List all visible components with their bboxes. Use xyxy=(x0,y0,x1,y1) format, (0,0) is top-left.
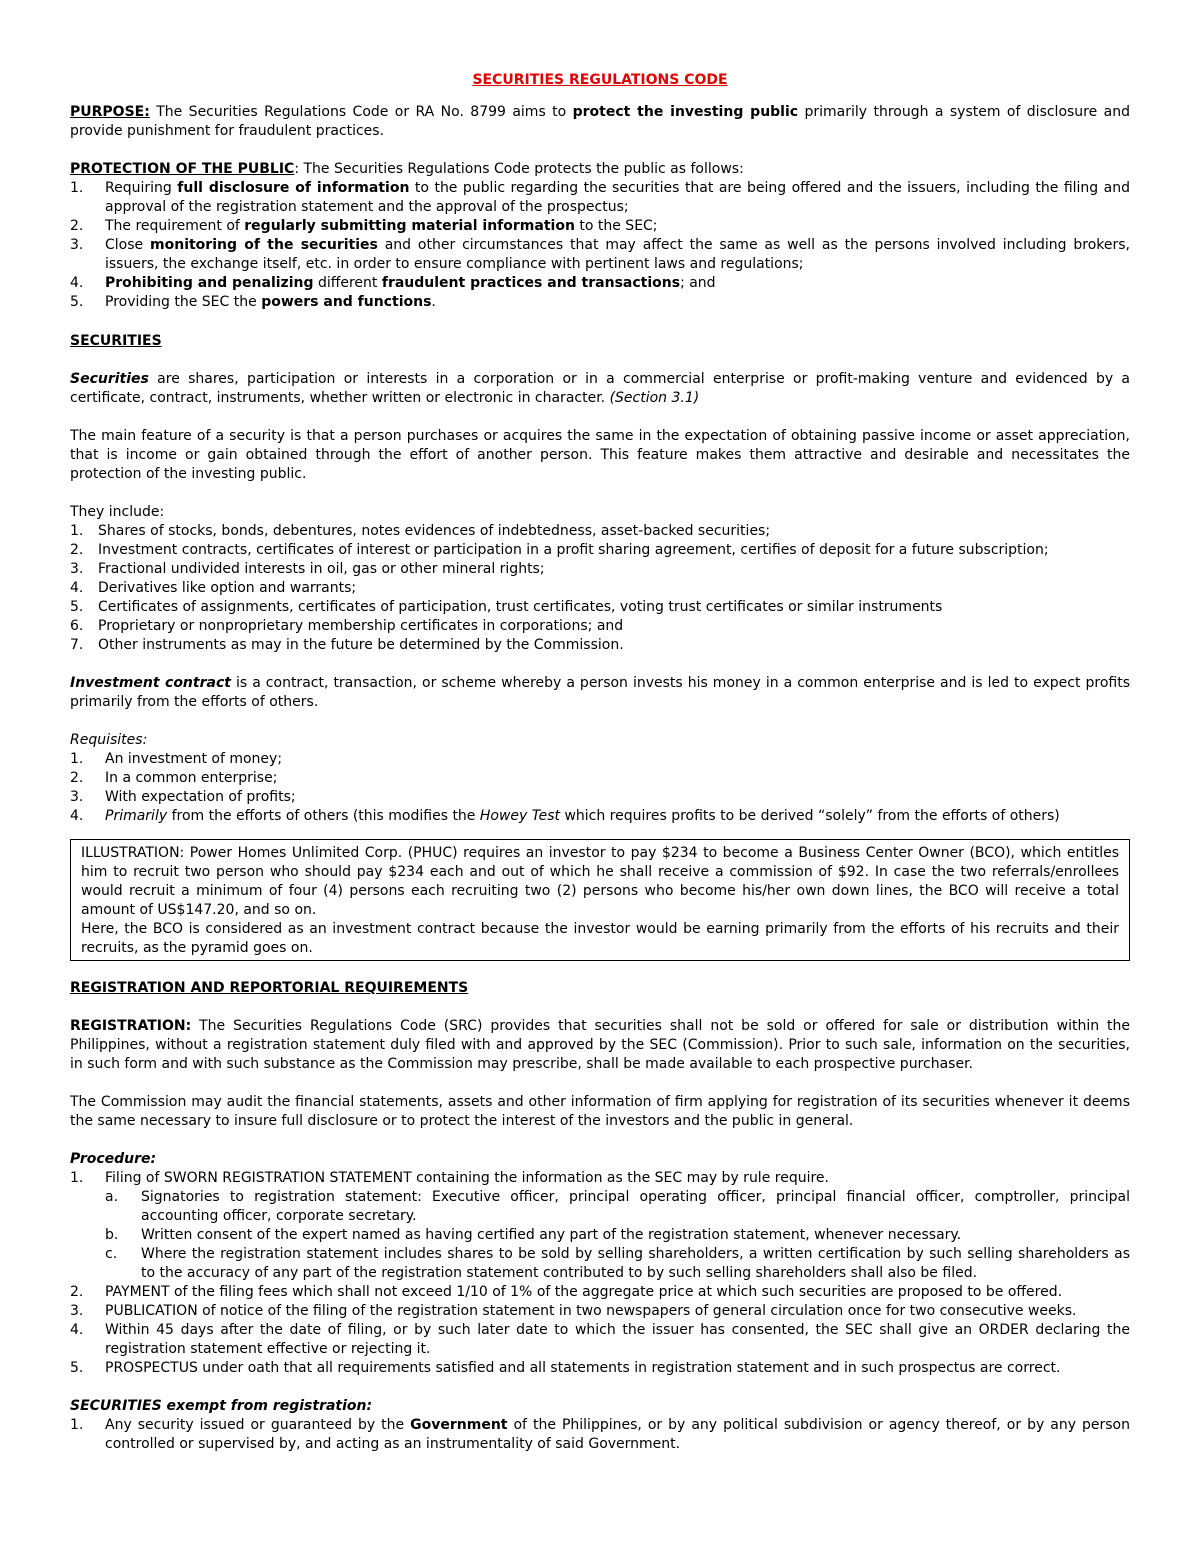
list-item: 1. Filing of SWORN REGISTRATION STATEMENT containing the information as the SEC may by rule require. a. Signatories to registration statement: Executive officer, principal operating officer, principal financial officer, comptroller, principal accounting officer, corporate secretary. b. Written consent of the expert named as having certified any part of the registration statement, whenever necessary. c. Where the registration statement includes shares to be sold by selling shareholders, a written certification by such selling shareholders as to the accuracy of any part of the registration statement contributed to by such selling shareholders shall also be filed. xyxy=(70,1170,1130,1281)
document-page xyxy=(70,68,1130,1454)
protection-intro: PROTECTION OF THE PUBLIC: The Securities Regulations Code protects the public as follows: xyxy=(70,161,744,177)
exempt-list xyxy=(70,1416,1130,1454)
illustration-conclusion: Here, the BCO is considered as an investment contract because the investor would be earning primarily from the efforts of his recruits and their recruits, as the pyramid goes on. xyxy=(81,921,1119,956)
audit-paragraph: The Commission may audit the financial statements, assets and other information of firm applying for registration of its securities whenever it deems the same necessary to insure full disclosure or to protect the interest of the investors and the public in general. xyxy=(70,1094,1130,1129)
investment-contract-definition: Investment contract is a contract, transaction, or scheme whereby a person invests his money in a common enterprise and is led to expect profits primarily from the efforts of others. xyxy=(70,675,1131,710)
list-item: 2. Investment contracts, certificates of interest or participation in a profit sharing agreement, certifies of deposit for a future subscription; xyxy=(70,542,1049,558)
list-item: 2. PAYMENT of the filing fees which shall not exceed 1/10 of 1% of the aggregate price at which such securities are proposed to be offered. xyxy=(70,1284,1063,1300)
list-item: 4. Prohibiting and penalizing different fraudulent practices and transactions; and xyxy=(70,275,716,291)
procedure-sublist xyxy=(70,1188,1130,1283)
list-item: 1. An investment of money; xyxy=(70,751,283,767)
list-item: 1. Requiring full disclosure of information to the public regarding the securities that are being offered and the issuers, including the filing and approval of the registration statement and the approval of the prospectus; xyxy=(70,180,1131,215)
list-item: 6. Proprietary or nonproprietary membership certificates in corporations; and xyxy=(70,618,624,634)
procedure-label: Procedure: xyxy=(70,1151,157,1167)
securities-definition: Securities are shares, participation or interests in a corporation or in a commercial enterprise or profit-making venture and evidenced by a certificate, contract, instruments, whether written or electronic in character. (Section 3.1) xyxy=(70,371,1130,406)
list-item: a. Signatories to registration statement: Executive officer, principal operating officer, principal financial officer, comptroller, principal accounting officer, corporate secretary. xyxy=(105,1189,1130,1224)
procedure-list xyxy=(70,1169,1130,1378)
protection-list xyxy=(70,179,1130,312)
purpose-paragraph: PURPOSE: The Securities Regulations Code or RA No. 8799 aims to protect the investing public primarily through a system of disclosure and provide punishment for fraudulent practices. xyxy=(70,104,1130,139)
protection-label: PROTECTION OF THE PUBLIC xyxy=(70,161,295,177)
illustration-box xyxy=(70,839,1130,961)
illustration-text: ILLUSTRATION: Power Homes Unlimited Corp. (PHUC) requires an investor to pay $234 to become a Business Center Owner (BCO), which entitles him to recruit two person who should pay $234 each and out of which he shall receive a commission of $92. In case the two referrals/enrollees would recruit a minimum of four (4) persons each recruiting two (2) persons who become his/her own down lines, the BCO will receive a total amount of US$147.20, and so on. xyxy=(81,845,1119,918)
requisites-label: Requisites: xyxy=(70,732,148,748)
list-item: 4. Primarily from the efforts of others (this modifies the Howey Test which requires profits to be derived “solely” from the efforts of others) xyxy=(70,808,1060,824)
registration-paragraph: REGISTRATION: The Securities Regulations Code (SRC) provides that securities shall not be sold or offered for sale or distribution within the Philippines, without a registration statement duly filed with and approved by the SEC (Commission). Prior to such sale, information on the securities, in such form and with such substance as the Commission may prescribe, shall be made available to each prospective purchaser. xyxy=(70,1018,1130,1072)
list-item: 1. Any security issued or guaranteed by the Government of the Philippines, or by any political subdivision or agency thereof, or by any person controlled or supervised by, and acting as an instrumentality of said Government. xyxy=(70,1417,1130,1452)
document-title: SECURITIES REGULATIONS CODE xyxy=(472,72,728,88)
list-item: 3. Close monitoring of the securities and other circumstances that may affect the same as well as the persons involved including brokers, issuers, the exchange itself, etc. in order to ensure compliance with pertinent laws and regulations; xyxy=(70,237,1131,272)
list-item: 2. The requirement of regularly submitting material information to the SEC; xyxy=(70,218,658,234)
include-intro: They include: xyxy=(70,504,165,520)
list-item: 3. With expectation of profits; xyxy=(70,789,296,805)
securities-include-list xyxy=(70,522,1130,655)
requisites-list xyxy=(70,750,1130,826)
list-item: 5. Certificates of assignments, certificates of participation, trust certificates, voting trust certificates or similar instruments xyxy=(70,599,943,615)
list-item: 3. Fractional undivided interests in oil, gas or other mineral rights; xyxy=(70,561,545,577)
exempt-label: SECURITIES exempt from registration: xyxy=(70,1398,373,1414)
securities-feature: The main feature of a security is that a person purchases or acquires the same in the expectation of obtaining passive income or asset appreciation, that is income or gain obtained through the effort of another person. This feature makes them attractive and desirable and necessitates the protection of the investing public. xyxy=(70,428,1130,482)
purpose-label: PURPOSE: xyxy=(70,104,150,120)
list-item: 4. Derivatives like option and warrants; xyxy=(70,580,357,596)
list-item: 4. Within 45 days after the date of filing, or by such later date to which the issuer has consented, the SEC shall give an ORDER declaring the registration statement effective or rejecting it. xyxy=(70,1322,1130,1357)
list-item: 2. In a common enterprise; xyxy=(70,770,278,786)
list-item: 1. Shares of stocks, bonds, debentures, notes evidences of indebtedness, asset-backed securities; xyxy=(70,523,771,539)
list-item: 5. PROSPECTUS under oath that all requirements satisfied and all statements in registration statement and in such prospectus are correct. xyxy=(70,1360,1061,1376)
registration-heading: REGISTRATION AND REPORTORIAL REQUIREMENTS xyxy=(70,980,469,996)
list-item: 7. Other instruments as may in the future be determined by the Commission. xyxy=(70,637,624,653)
list-item: 5. Providing the SEC the powers and functions. xyxy=(70,294,436,310)
list-item: 3. PUBLICATION of notice of the filing of the registration statement in two newspapers of general circulation once for two consecutive weeks. xyxy=(70,1303,1077,1319)
securities-heading: SECURITIES xyxy=(70,333,162,349)
list-item: b. Written consent of the expert named as having certified any part of the registration statement, whenever necessary. xyxy=(105,1227,962,1243)
list-item: c. Where the registration statement includes shares to be sold by selling shareholders, a written certification by such selling shareholders as to the accuracy of any part of the registration statement contributed to by such selling shareholders shall also be filed. xyxy=(105,1246,1130,1281)
